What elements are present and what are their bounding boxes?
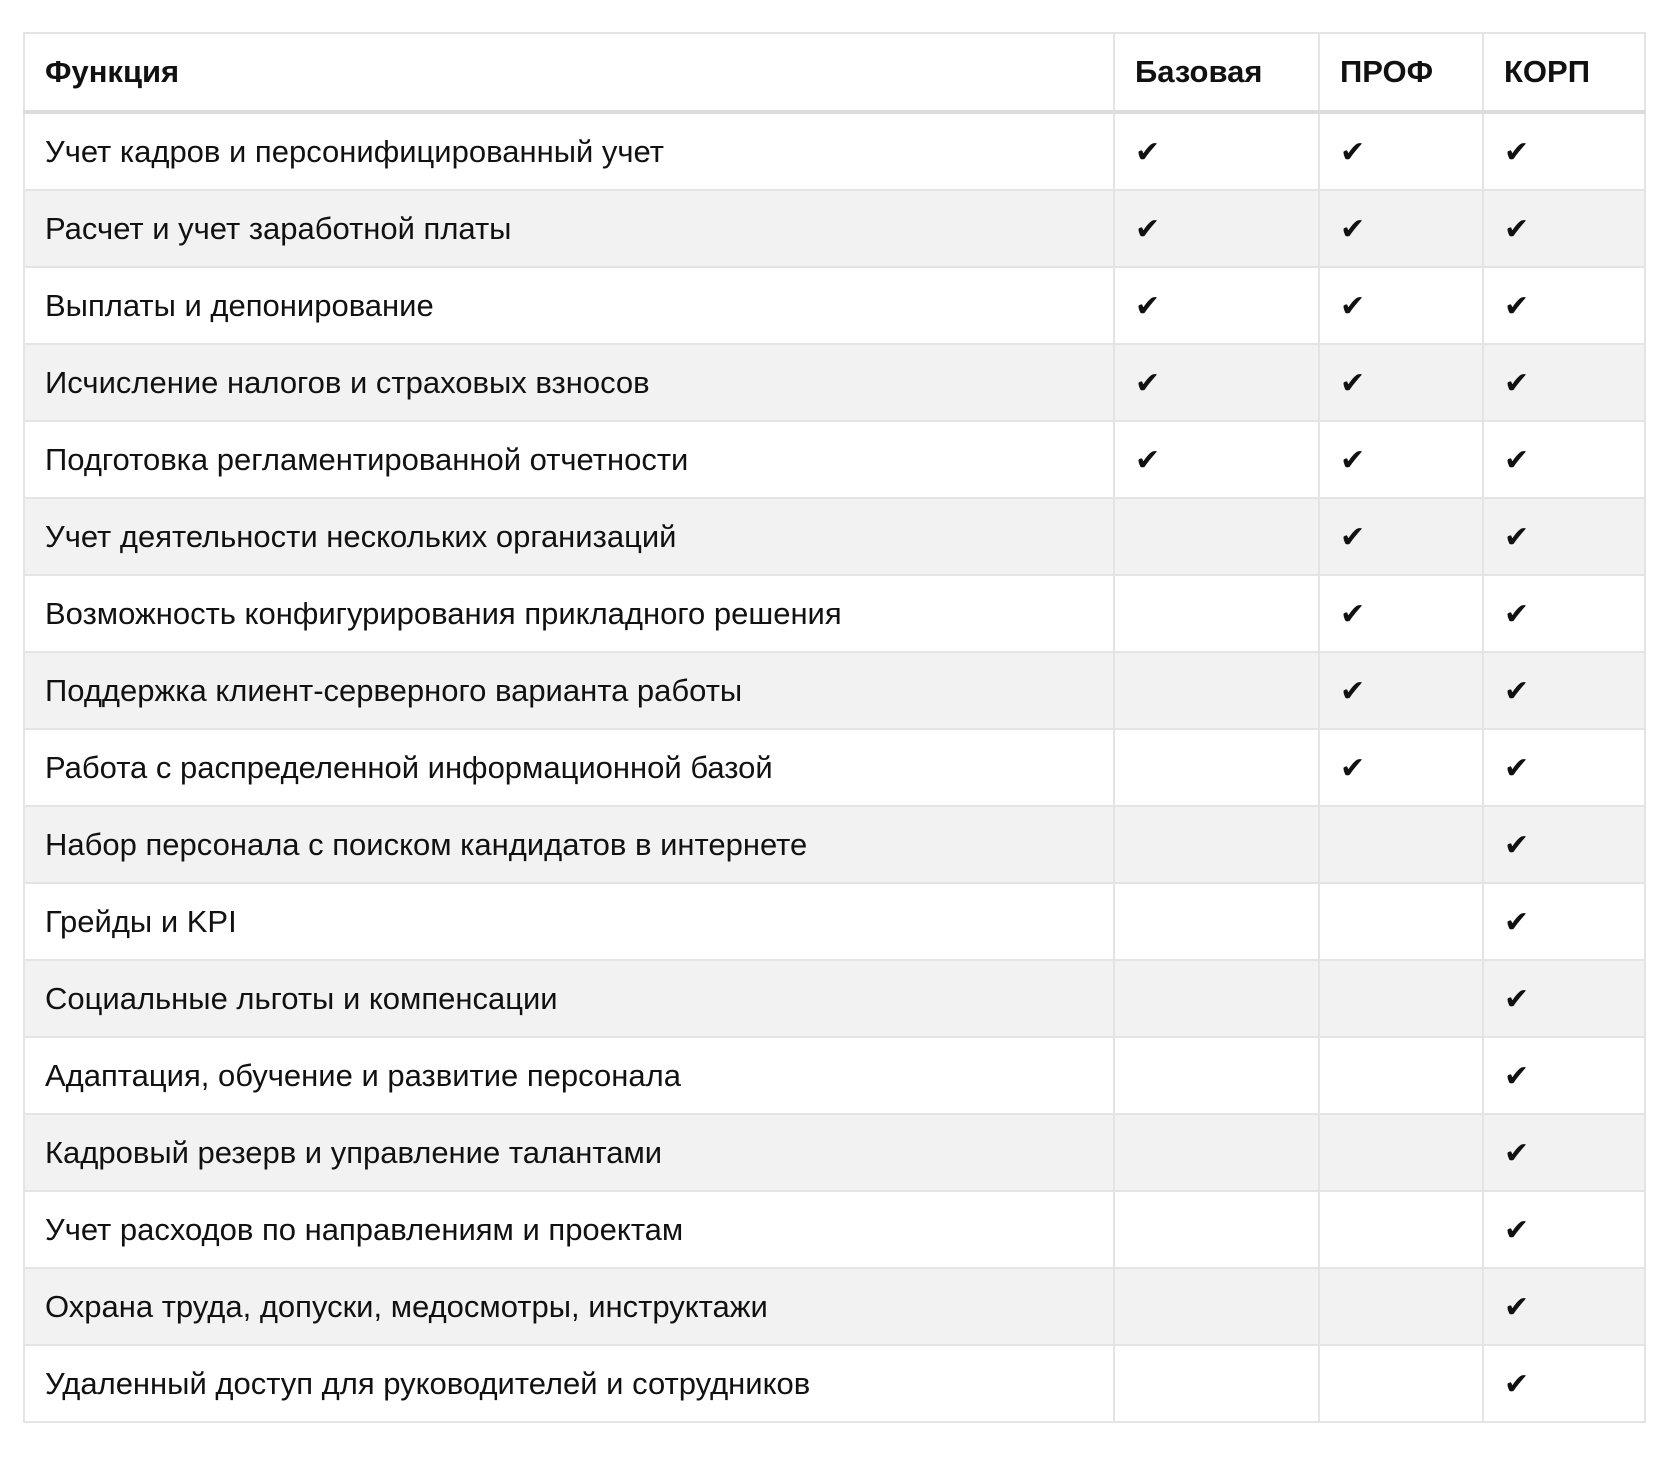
table-row: [24, 652, 1645, 729]
cell-basic: [1114, 344, 1319, 421]
table-row: [24, 267, 1645, 344]
edition-comparison-table: [23, 32, 1646, 1423]
cell-corp: [1483, 1268, 1645, 1345]
table-row: [24, 190, 1645, 267]
check-icon: ✔: [1504, 365, 1530, 401]
check-icon: ✔: [1504, 673, 1530, 709]
cell-corp: [1483, 1191, 1645, 1268]
check-icon: ✔: [1504, 134, 1530, 170]
feature-name: Удаленный доступ для руководителей и сотрудников: [24, 1345, 1114, 1422]
table-row: [24, 729, 1645, 806]
cell-corp: [1483, 960, 1645, 1037]
feature-name: Выплаты и депонирование: [24, 267, 1114, 344]
table-row: [24, 960, 1645, 1037]
cell-corp: [1483, 498, 1645, 575]
feature-name: Учет кадров и персонифицированный учет: [24, 112, 1114, 190]
cell-prof: [1319, 960, 1483, 1037]
feature-name: Возможность конфигурирования прикладного решения: [24, 575, 1114, 652]
cell-basic: [1114, 883, 1319, 960]
check-icon: ✔: [1504, 750, 1530, 786]
check-icon: ✔: [1340, 365, 1366, 401]
cell-prof: [1319, 575, 1483, 652]
check-icon: ✔: [1340, 211, 1366, 247]
table-row: [24, 498, 1645, 575]
cell-basic: [1114, 190, 1319, 267]
cell-corp: [1483, 1345, 1645, 1422]
table-row: [24, 1114, 1645, 1191]
cell-corp: [1483, 344, 1645, 421]
feature-name: Расчет и учет заработной платы: [24, 190, 1114, 267]
check-icon: ✔: [1340, 134, 1366, 170]
check-icon: ✔: [1340, 519, 1366, 555]
cell-basic: [1114, 1114, 1319, 1191]
check-icon: ✔: [1504, 442, 1530, 478]
header-corp: КОРП: [1483, 33, 1645, 112]
cell-corp: [1483, 575, 1645, 652]
cell-prof: [1319, 1345, 1483, 1422]
cell-corp: [1483, 112, 1645, 190]
check-icon: ✔: [1504, 211, 1530, 247]
cell-basic: [1114, 575, 1319, 652]
header-basic: Базовая: [1114, 33, 1319, 112]
feature-name: Социальные льготы и компенсации: [24, 960, 1114, 1037]
cell-prof: [1319, 883, 1483, 960]
cell-prof: [1319, 1037, 1483, 1114]
check-icon: ✔: [1504, 981, 1530, 1017]
feature-name: Учет расходов по направлениям и проектам: [24, 1191, 1114, 1268]
cell-basic: [1114, 267, 1319, 344]
table-row: [24, 806, 1645, 883]
check-icon: ✔: [1504, 519, 1530, 555]
feature-name: Работа с распределенной информационной базой: [24, 729, 1114, 806]
cell-corp: [1483, 421, 1645, 498]
cell-basic: [1114, 1191, 1319, 1268]
cell-prof: [1319, 1191, 1483, 1268]
feature-name: Охрана труда, допуски, медосмотры, инструктажи: [24, 1268, 1114, 1345]
cell-basic: [1114, 421, 1319, 498]
check-icon: ✔: [1340, 673, 1366, 709]
cell-prof: [1319, 1268, 1483, 1345]
check-icon: ✔: [1340, 750, 1366, 786]
table-row: [24, 1037, 1645, 1114]
comparison-table-container: [23, 32, 1644, 1423]
check-icon: ✔: [1340, 442, 1366, 478]
check-icon: ✔: [1135, 211, 1161, 247]
cell-basic: [1114, 652, 1319, 729]
check-icon: ✔: [1135, 134, 1161, 170]
table-row: [24, 344, 1645, 421]
check-icon: ✔: [1135, 442, 1161, 478]
cell-corp: [1483, 267, 1645, 344]
check-icon: ✔: [1504, 904, 1530, 940]
table-row: [24, 883, 1645, 960]
header-row: [24, 33, 1645, 112]
cell-basic: [1114, 1037, 1319, 1114]
table-row: [24, 112, 1645, 190]
cell-prof: [1319, 344, 1483, 421]
cell-basic: [1114, 729, 1319, 806]
check-icon: ✔: [1504, 1212, 1530, 1248]
header-function: Функция: [24, 33, 1114, 112]
cell-corp: [1483, 190, 1645, 267]
cell-prof: [1319, 652, 1483, 729]
cell-corp: [1483, 652, 1645, 729]
cell-basic: [1114, 806, 1319, 883]
table-body: [24, 112, 1645, 1422]
feature-name: Исчисление налогов и страховых взносов: [24, 344, 1114, 421]
cell-basic: [1114, 112, 1319, 190]
cell-prof: [1319, 729, 1483, 806]
cell-corp: [1483, 806, 1645, 883]
check-icon: ✔: [1340, 288, 1366, 324]
table-row: [24, 1268, 1645, 1345]
feature-name: Грейды и KPI: [24, 883, 1114, 960]
feature-name: Набор персонала с поиском кандидатов в интернете: [24, 806, 1114, 883]
cell-corp: [1483, 883, 1645, 960]
check-icon: ✔: [1504, 1289, 1530, 1325]
cell-basic: [1114, 1268, 1319, 1345]
feature-name: Подготовка регламентированной отчетности: [24, 421, 1114, 498]
cell-prof: [1319, 1114, 1483, 1191]
table-row: [24, 1345, 1645, 1422]
check-icon: ✔: [1504, 1366, 1530, 1402]
check-icon: ✔: [1504, 596, 1530, 632]
header-prof: ПРОФ: [1319, 33, 1483, 112]
check-icon: ✔: [1504, 288, 1530, 324]
cell-corp: [1483, 1037, 1645, 1114]
check-icon: ✔: [1504, 1135, 1530, 1171]
cell-basic: [1114, 1345, 1319, 1422]
table-header: [24, 33, 1645, 112]
table-row: [24, 421, 1645, 498]
feature-name: Кадровый резерв и управление талантами: [24, 1114, 1114, 1191]
check-icon: ✔: [1504, 827, 1530, 863]
cell-prof: [1319, 421, 1483, 498]
check-icon: ✔: [1504, 1058, 1530, 1094]
cell-prof: [1319, 267, 1483, 344]
check-icon: ✔: [1135, 288, 1161, 324]
table-row: [24, 1191, 1645, 1268]
cell-corp: [1483, 1114, 1645, 1191]
table-row: [24, 575, 1645, 652]
cell-prof: [1319, 112, 1483, 190]
cell-corp: [1483, 729, 1645, 806]
feature-name: Поддержка клиент-серверного варианта работы: [24, 652, 1114, 729]
feature-name: Учет деятельности нескольких организаций: [24, 498, 1114, 575]
check-icon: ✔: [1340, 596, 1366, 632]
cell-prof: [1319, 498, 1483, 575]
cell-basic: [1114, 960, 1319, 1037]
cell-prof: [1319, 806, 1483, 883]
check-icon: ✔: [1135, 365, 1161, 401]
cell-prof: [1319, 190, 1483, 267]
feature-name: Адаптация, обучение и развитие персонала: [24, 1037, 1114, 1114]
cell-basic: [1114, 498, 1319, 575]
